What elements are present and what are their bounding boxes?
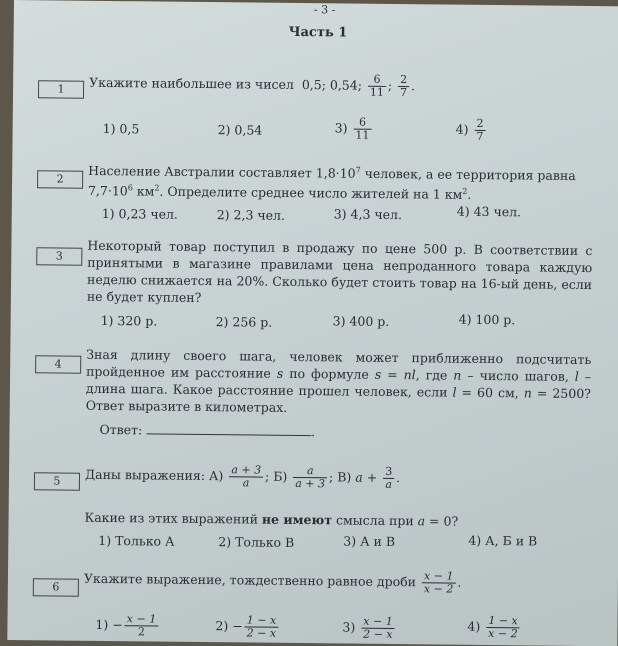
question-5-subtext: Какие из этих выражений не имеют смысла при a = 0? [84,509,459,529]
question-1-text: Укажите наибольшее из чисел 0,5; 0,54; $\frac{6}{11}$ ; $\frac{2}{7}$ . [89,72,416,100]
page-title: Часть 1 [288,24,348,41]
fraction: $\frac{2}{7}$ [399,73,408,100]
question-2-text: Население Австралии составляет $1,8\cdot 10^7$ человек, а ее территория равна $7,7\cdot 10^6$ $км^2$. Определите среднее число жителей на 1 $км^2$. [87,162,576,203]
q1-option-1: 1) 0,5 [102,120,140,137]
question-5-text: Даны выражения: А) $\frac{a + 3}{a}$ ; Б) $\frac{a}{a + 3}$ ; В) a + $\frac{3}{a}$ . [84,463,401,491]
q3-option-2: 2) 256 р. [215,314,273,330]
question-number-6: 6 [33,578,79,596]
question-number-4: 4 [35,355,81,373]
answer-label: Ответ: [99,421,143,438]
q5-option-4: 4) А, Б и В [468,532,538,549]
question-3-text: Некоторый товар поступил в продажу по цене 500 р. В соответствии с принятыми в магазине правилами цена непроданного товара каждую неделю снижается на 20%. Сколько будет стоить товар на 16-ый день, если не будет куплен? [86,237,593,305]
q4-answer: Ответ: . [99,421,316,440]
q2-option-4: 4) 43 чел. [456,203,522,220]
exam-page [7,0,618,646]
q6-option-2: 2) − $\frac{1 - x}{2 - x}$ [215,613,277,640]
q2-option-1: 1) 0,23 чел. [101,205,179,222]
question-number-3: 3 [36,247,82,265]
q1-option-4: 4) $\frac{2}{7}$ [455,116,484,143]
q2-option-3: 3) 4,3 чел. [333,206,403,223]
q3-option-1: 1) 320 р. [100,312,158,329]
q3-option-4: 4) 100 р. [458,311,516,328]
answer-line[interactable] [146,421,311,436]
q5-option-3: 3) А и В [343,533,396,550]
q6-option-1: 1) − $\frac{x - 1}{2}$ [95,612,157,639]
question-number-1: 1 [38,80,84,98]
q5-option-2: 2) Только В [218,534,295,550]
fraction: $\frac{6}{11}$ [368,74,386,99]
q1-option-2: 2) 0,54 [217,122,263,138]
q6-option-4: 4) $\frac{1 - x}{x - 2}$ [467,614,518,641]
q1-option-3: 3) $\frac{6}{11}$ [335,116,374,141]
q6-option-3: 3) $\frac{x - 1}{2 - x}$ [342,614,393,641]
question-4-text: Зная длину своего шага, человек может приближенно подсчитать пройденное им расстояние s по формуле s = nl, где n – число шагов, l – длина шага. Какое расстояние прошел человек, если l = 60 см, n = 2500? Ответ выразите в километрах. [85,346,592,415]
question-6-text: Укажите выражение, тождественно равное дроби $\frac{x - 1}{x - 2}$ . [83,569,462,596]
q5-option-1: 1) Только А [98,532,175,549]
page-number: - 3 - [313,3,336,17]
question-number-5: 5 [34,472,80,490]
question-number-2: 2 [37,170,83,188]
q3-option-3: 3) 400 р. [332,313,390,329]
q2-option-2: 2) 2,3 чел. [216,207,286,223]
